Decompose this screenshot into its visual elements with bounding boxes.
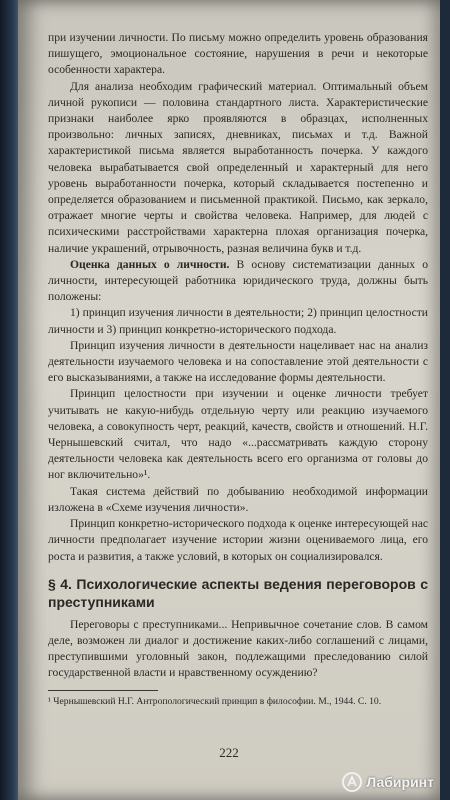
paragraph-continuation: при изучении личности. По письму можно определить уровень образования пишущего, эмоциональное состояние, нарушения в речи и некоторые особенности характера.	[48, 31, 428, 77]
watermark	[342, 772, 434, 792]
watermark-text: Лабиринт	[366, 774, 434, 790]
book-page	[18, 0, 440, 800]
labirint-logo-icon	[342, 772, 362, 792]
footnote: ¹ Чернышевский Н.Г. Антропологический принцип в философии. М., 1944. С. 10.	[48, 695, 382, 707]
page-number: 222	[219, 745, 239, 760]
assessment-lead: Оценка данных о личности.	[70, 257, 230, 271]
paragraph-scheme: Такая система действий по добыванию необходимой информации изложена в «Схеме изучения личности».	[48, 484, 428, 514]
paragraph-negotiations: Переговоры с преступниками... Непривычное сочетание слов. В самом деле, возможен ли диалог и достижение каких-либо соглашений с лицами, преступившими уголовный закон, подлежащими преследованию силой государственной власти и нравственному осуждению?	[48, 617, 428, 680]
paragraph-assessment	[48, 257, 428, 306]
page-body	[48, 30, 428, 708]
paragraph-historical-principle: Принцип конкретно-исторического подхода к оценке интересующей нас личности предполагает изучение истории жизни оцениваемого лица, его роста и развития, а также условий, в которых он социализировался.	[48, 517, 428, 563]
footnote-divider	[48, 690, 158, 691]
paragraph-activity-principle: Принцип изучения личности в деятельности нацеливает нас на анализ деятельности изучаемого человека и на сопоставление этой деятельности с его высказываниями, а также на исследование формы деятельности.	[48, 338, 428, 385]
section-heading: § 4. Психологические аспекты ведения переговоров с преступниками	[48, 575, 428, 610]
paragraph-integrity-principle: Принцип целостности при изучении и оценке личности требует учитывать не какую-нибудь отдельную черту или реакцию изучаемого человека, а совокупность черт, реакций, качеств, свойств и отношений. Н.Г. Чернышевский считал, что надо «...рассматривать каждую сторону деятельности человека как деятельность всего его организма от головы до ног включительно»¹.	[48, 387, 428, 482]
assessment-rest: В основу систематизации данных о личности, интересующей работника юридического труда, должны быть положены:	[48, 257, 428, 304]
principles-list: 1) принцип изучения личности в деятельности; 2) принцип целостности личности и 3) принцип конкретно-исторического подхода.	[48, 306, 428, 336]
paragraph-graphic-material: Для анализа необходим графический материал. Оптимальный объем личной рукописи — половина стандартного листа. Характеристические признаки наиболее ярко проявляются в образцах, исполненных произвольно: личных записях, дневниках, письмах и т.д. Важной характеристикой письма является выработанность почерка. У каждого человека вырабатывается свой определенный и характерный для него уровень выработанности почерка, который складывается постепенно и определяется образованием и письменной практикой. Письмо, как зеркало, отражает многие черты и свойства человека. Например, для людей с психическими расстройствами характерна плохая организация почерка, наличие украшений, отрывочность, разная величина букв и т.д.	[48, 79, 428, 255]
